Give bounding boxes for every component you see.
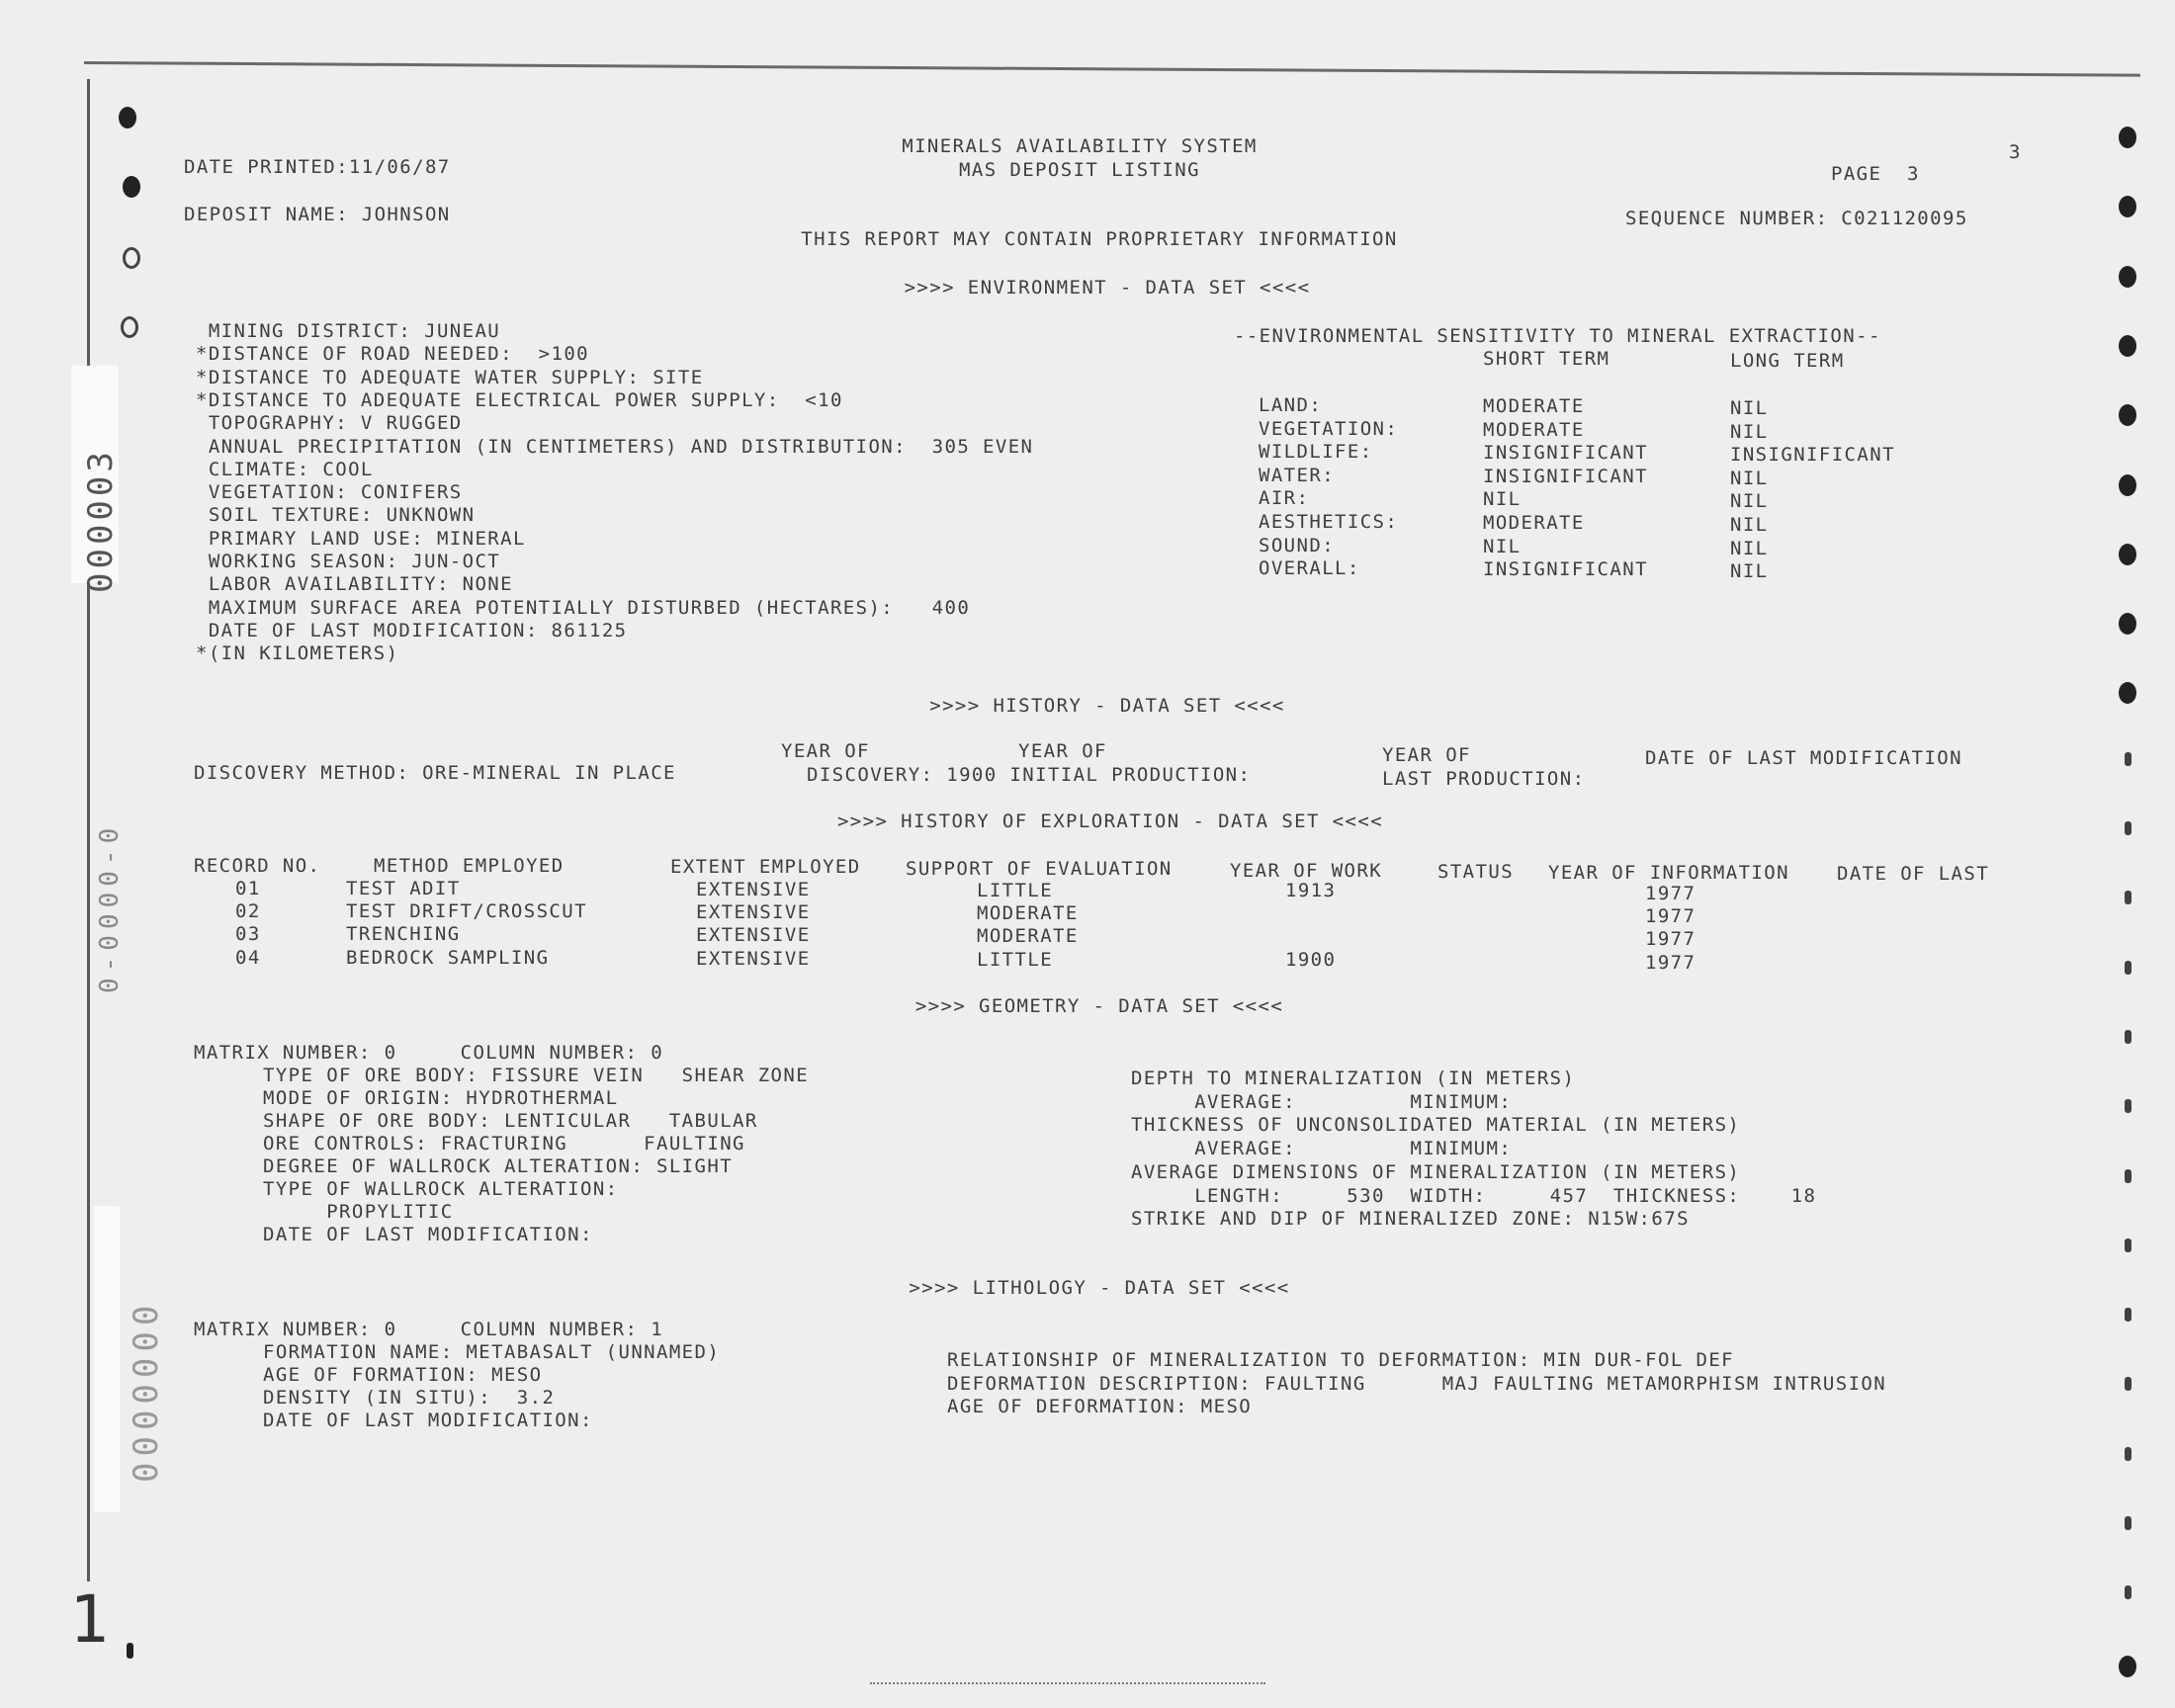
geometry-field: MODE OF ORIGIN: HYDROTHERMAL [263,1087,619,1109]
exploration-support: MODERATE [977,902,1079,925]
feed-hole [2119,474,2136,496]
exploration-year-work: 1913 [1285,880,1337,901]
sensitivity-long-term: NIL [1730,397,1769,419]
feed-hole [123,176,140,198]
environment-line: SOIL TEXTURE: UNKNOWN [196,504,476,527]
environment-line: LABOR AVAILABILITY: NONE [196,573,513,596]
page-top-edge [84,61,2140,77]
environment-line: ANNUAL PRECIPITATION (IN CENTIMETERS) AND DISTRIBUTION: 305 EVEN [196,435,1034,458]
exploration-method: BEDROCK SAMPLING [346,946,550,969]
environment-line: *DISTANCE OF ROAD NEEDED: >100 [196,343,590,366]
sensitivity-long-term: NIL [1730,467,1769,489]
col-year-info: YEAR OF INFORMATION [1548,862,1789,884]
sensitivity-long-term: NIL [1730,420,1769,443]
sensitivity-long-term: NIL [1730,560,1769,583]
history-heading: >>>> HISTORY - DATA SET <<<< [929,695,1285,717]
exploration-extent: EXTENSIVE [696,879,811,900]
listing-title: MAS DEPOSIT LISTING [959,159,1200,181]
sensitivity-factor: AESTHETICS: [1259,511,1399,533]
discovery-year: DISCOVERY: 1900 INITIAL PRODUCTION: [807,764,1252,786]
geometry-measure: AVERAGE: MINIMUM: [1131,1090,1513,1113]
environment-heading: >>>> ENVIRONMENT - DATA SET <<<< [904,277,1311,299]
environment-line: VEGETATION: CONIFERS [196,481,463,504]
col-extent: EXTENT EMPLOYED [670,856,861,878]
deformation-field: DEFORMATION DESCRIPTION: FAULTING MAJ FAULTING METAMORPHISM INTRUSION [947,1372,1887,1395]
exploration-record-no: 04 [235,946,261,969]
history-year-of-last: YEAR OF [1382,744,1471,766]
long-term-label: LONG TERM [1730,350,1845,372]
col-year-work: YEAR OF WORK [1230,860,1383,882]
feed-hole [2125,891,2132,904]
margin-stamp-faint: 0-0000-0 [95,821,125,993]
deposit-name: DEPOSIT NAME: JOHNSON [184,204,451,225]
exploration-method: TRENCHING [346,923,461,946]
lithology-matrix-line: MATRIX NUMBER: 0 COLUMN NUMBER: 1 [194,1319,664,1340]
feed-hole [119,107,136,128]
sensitivity-factor: OVERALL: [1259,557,1360,580]
environment-line: CLIMATE: COOL [196,458,374,480]
col-record-no: RECORD NO. [194,855,321,877]
exploration-extent: EXTENSIVE [696,947,811,970]
feed-hole [2125,961,2132,975]
environment-line: PRIMARY LAND USE: MINERAL [196,527,526,550]
history-date-last-mod: DATE OF LAST MODIFICATION [1645,747,1962,769]
page-bottom-dashes [870,1682,1265,1686]
feed-hole [2125,752,2132,766]
exploration-method: TEST ADIT [346,878,461,899]
geometry-measure: THICKNESS OF UNCONSOLIDATED MATERIAL (IN METERS) [1131,1114,1741,1137]
exploration-extent: EXTENSIVE [696,924,811,947]
environment-line: MAXIMUM SURFACE AREA POTENTIALLY DISTURBED (HECTARES): 400 [196,596,971,619]
exploration-year-info: 1977 [1645,905,1696,928]
exploration-year-info: 1977 [1645,928,1696,951]
date-printed: DATE PRINTED:11/06/87 [184,156,451,178]
col-support: SUPPORT OF EVALUATION [906,858,1173,880]
geometry-heading: >>>> GEOMETRY - DATA SET <<<< [914,995,1284,1017]
lithology-field: DATE OF LAST MODIFICATION: [263,1409,593,1431]
deformation-field: AGE OF DEFORMATION: MESO [947,1396,1253,1417]
feed-hole [121,316,138,338]
col-date-last: DATE OF LAST [1837,863,1990,885]
lithology-heading: >>>> LITHOLOGY - DATA SET <<<< [909,1277,1290,1299]
feed-hole [2125,821,2132,835]
geometry-measure: AVERAGE DIMENSIONS OF MINERALIZATION (IN METERS) [1131,1160,1741,1183]
exploration-method: TEST DRIFT/CROSSCUT [346,900,587,923]
sensitivity-factor: VEGETATION: [1259,417,1399,440]
geometry-field: PROPYLITIC [263,1201,454,1223]
exploration-support: LITTLE [977,880,1054,901]
lithology-field: FORMATION NAME: METABASALT (UNNAMED) [263,1341,721,1363]
environment-line: DATE OF LAST MODIFICATION: 861125 [196,619,628,641]
sensitivity-short-term: MODERATE [1483,395,1585,417]
exploration-year-work: 1900 [1285,948,1337,971]
sensitivity-title: --ENVIRONMENTAL SENSITIVITY TO MINERAL EXTRACTION-- [1234,325,1881,347]
sensitivity-short-term: MODERATE [1483,418,1585,441]
exploration-record-no: 02 [235,900,261,923]
feed-hole [2125,1099,2132,1113]
feed-hole [2119,127,2136,148]
lithology-field: DENSITY (IN SITU): 3.2 [263,1387,556,1409]
feed-hole [2125,1030,2132,1044]
history-year-of-initial: YEAR OF [1018,740,1107,762]
feed-hole [123,247,140,269]
sensitivity-factor: WATER: [1259,464,1336,486]
margin-mark: 1 [69,1581,109,1658]
tape-strip [94,1206,120,1512]
exploration-support: MODERATE [977,925,1079,948]
sensitivity-short-term: INSIGNIFICANT [1483,465,1648,487]
feed-hole [2119,613,2136,635]
sensitivity-short-term: NIL [1483,488,1522,511]
sensitivity-short-term: NIL [1483,535,1522,557]
feed-hole [2125,1238,2132,1252]
environment-line: *(IN KILOMETERS) [196,642,399,665]
sensitivity-short-term: INSIGNIFICANT [1483,442,1648,465]
environment-line: WORKING SEASON: JUN-OCT [196,551,501,572]
sensitivity-factor: WILDLIFE: [1259,441,1373,464]
feed-hole [2125,1377,2132,1391]
geometry-measure: LENGTH: 530 WIDTH: 457 THICKNESS: 18 [1131,1184,1817,1207]
sensitivity-long-term: NIL [1730,537,1769,559]
exploration-year-info: 1977 [1645,883,1696,904]
sensitivity-factor: AIR: [1259,487,1310,510]
page-number: PAGE 3 [1831,163,1920,185]
page-left-edge [87,79,90,1581]
sensitivity-long-term: INSIGNIFICANT [1730,444,1895,467]
sensitivity-short-term: MODERATE [1483,512,1585,534]
feed-hole [127,1643,133,1659]
exploration-extent: EXTENSIVE [696,901,811,924]
sensitivity-short-term: INSIGNIFICANT [1483,558,1648,581]
exploration-record-no: 01 [235,878,261,899]
feed-hole [2119,335,2136,357]
exploration-record-no: 03 [235,923,261,946]
feed-hole [2119,266,2136,288]
geometry-field: TYPE OF WALLROCK ALTERATION: [263,1178,619,1200]
exploration-support: LITTLE [977,948,1054,971]
geometry-field: ORE CONTROLS: FRACTURING FAULTING [263,1133,745,1154]
feed-hole [2119,196,2136,217]
sensitivity-factor: SOUND: [1259,534,1336,556]
feed-hole [2119,1656,2136,1677]
sensitivity-long-term: NIL [1730,514,1769,536]
history-year-of-discovery: YEAR OF [781,740,870,762]
geometry-field: TYPE OF ORE BODY: FISSURE VEIN SHEAR ZONE [263,1065,810,1086]
feed-hole [2119,544,2136,565]
system-title: MINERALS AVAILABILITY SYSTEM [902,135,1258,157]
col-status: STATUS [1437,861,1515,883]
last-production: LAST PRODUCTION: [1382,768,1586,790]
margin-stamp-number: 000003 [81,448,121,593]
sensitivity-long-term: NIL [1730,490,1769,513]
sensitivity-factor: LAND: [1259,394,1323,416]
exploration-year-info: 1977 [1645,951,1696,974]
environment-line: *DISTANCE TO ADEQUATE WATER SUPPLY: SITE [196,366,704,388]
feed-hole [2125,1169,2132,1183]
proprietary-notice: THIS REPORT MAY CONTAIN PROPRIETARY INFORMATION [801,228,1398,250]
col-method: METHOD EMPLOYED [374,855,565,877]
feed-hole [2125,1516,2132,1530]
feed-hole [2119,682,2136,704]
geometry-matrix-line: MATRIX NUMBER: 0 COLUMN NUMBER: 0 [194,1042,664,1064]
discovery-method: DISCOVERY METHOD: ORE-MINERAL IN PLACE [194,762,676,784]
geometry-field: SHAPE OF ORE BODY: LENTICULAR TABULAR [263,1110,758,1132]
environment-line: MINING DISTRICT: JUNEAU [196,320,501,342]
geometry-measure: AVERAGE: MINIMUM: [1131,1138,1513,1160]
short-term-label: SHORT TERM [1483,348,1610,370]
environment-line: *DISTANCE TO ADEQUATE ELECTRICAL POWER SUPPLY: <10 [196,388,843,411]
geometry-field: DEGREE OF WALLROCK ALTERATION: SLIGHT [263,1155,734,1177]
feed-hole [2125,1308,2132,1322]
feed-hole [2125,1585,2132,1599]
lithology-field: AGE OF FORMATION: MESO [263,1364,543,1386]
environment-line: TOPOGRAPHY: V RUGGED [196,412,463,435]
deformation-field: RELATIONSHIP OF MINERALIZATION TO DEFORMATION: MIN DUR-FOL DEF [947,1349,1735,1371]
feed-hole [2119,404,2136,426]
geometry-measure: STRIKE AND DIP OF MINERALIZED ZONE: N15W:67S [1131,1208,1690,1231]
margin-stamp-low: 0000000 [127,1299,166,1483]
page-corner-number: 3 [2009,141,2022,163]
feed-hole [2125,1447,2132,1461]
geometry-field: DATE OF LAST MODIFICATION: [263,1224,593,1245]
exploration-heading: >>>> HISTORY OF EXPLORATION - DATA SET <<<< [836,811,1384,832]
sequence-number: SEQUENCE NUMBER: C021120095 [1625,208,1968,229]
geometry-measure: DEPTH TO MINERALIZATION (IN METERS) [1131,1068,1576,1089]
